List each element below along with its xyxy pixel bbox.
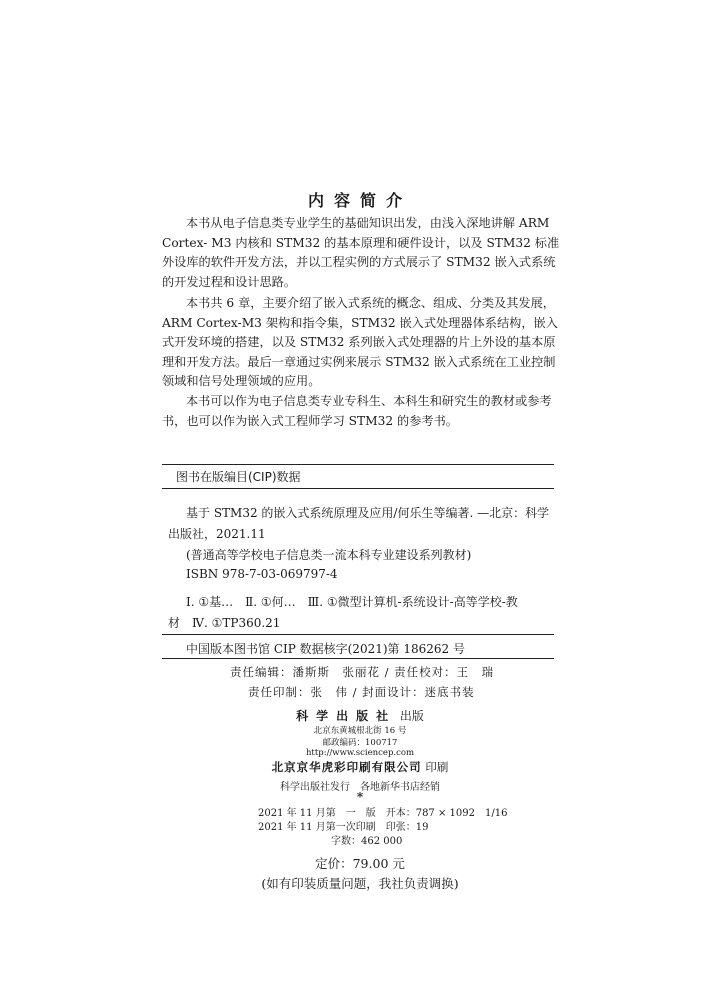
printer-line <box>0 759 720 775</box>
summary-paragraph-2: 本书共 6 章，主要介绍了嵌入式系统的概念、组成、分类及其发展，ARM Cortex-M3 架构和指令集，STM32 嵌入式处理器体系结构，嵌入式开发环境的搭建，以及 STM32 系列嵌入式处理器的片上外设的基本原理和开发方法。最后一章通过实例来展示 STM32 嵌入式系统在工业控制领域和信号处理领域的应用。 <box>162 296 558 389</box>
cip-bottom-rule <box>162 658 554 659</box>
printing-info: 2021 年 11 月第一次印刷 印张：19 <box>258 822 429 833</box>
cip-header-rule <box>162 488 554 489</box>
page-title: 内容简介 <box>307 191 412 210</box>
publisher-line <box>0 707 720 724</box>
cip-tracings-line2: 材 Ⅳ. ①TP360.21 <box>168 616 281 630</box>
distribution: 科学出版社发行 各地新华书店经销 <box>280 782 440 793</box>
cip-tracings-line1: Ⅰ. ①基… Ⅱ. ①何… Ⅲ. ①微型计算机-系统设计-高等学校-教 <box>186 595 518 609</box>
cip-middle-rule <box>162 634 554 635</box>
printing-credit: 责任印制：张 伟 / 封面设计：迷底书装 <box>248 685 475 699</box>
printer-suffix: 印刷 <box>425 760 449 774</box>
divider-asterisk: * <box>356 790 364 804</box>
printer-name: 北京京华虎彩印刷有限公司 <box>271 760 422 774</box>
price: 定价：79.00 元 <box>315 856 405 871</box>
cip-series: (普通高等学校电子信息类一流本科专业建设系列教材) <box>186 548 472 562</box>
publisher-url: http://www.sciencep.com <box>305 748 415 758</box>
cip-header: 图书在版编目(CIP)数据 <box>176 470 301 484</box>
quality-notice: (如有印装质量问题，我社负责调换) <box>261 876 459 891</box>
cip-isbn: ISBN 978-7-03-069797-4 <box>186 567 338 581</box>
publisher-postcode: 邮政编码：100717 <box>322 738 398 748</box>
cip-entry-line2: 出版社，2021.11 <box>168 527 266 541</box>
summary-paragraph-1: 本书从电子信息类专业学生的基础知识出发，由浅入深地讲解 ARM Cortex- M3 内核和 STM32 的基本原理和硬件设计，以及 STM32 标准外设库的软件开发方法，并以工程实例的方式展示了 STM32 嵌入式系统的开发过程和设计思路。 <box>162 216 560 289</box>
publisher-suffix: 出版 <box>399 709 424 723</box>
edition-info: 2021 年 11 月第 一 版 开本：787 × 1092 1/16 <box>258 808 508 819</box>
publisher-address: 北京东黄城根北街 16 号 <box>313 726 407 736</box>
word-count: 字数：462 000 <box>331 836 403 847</box>
editors-credit: 责任编辑：潘斯斯 张丽花 / 责任校对：王 瑞 <box>230 665 495 679</box>
cip-entry-line1: 基于 STM32 的嵌入式系统原理及应用/何乐生等编著. —北京：科学 <box>186 506 550 520</box>
publisher-name: 科学出版社 <box>296 709 397 723</box>
cip-record-number: 中国版本图书馆 CIP 数据核字(2021)第 186262 号 <box>186 642 465 656</box>
cip-top-rule <box>162 464 554 465</box>
summary-paragraph-3: 本书可以作为电子信息类专业专科生、本科生和研究生的教材或参考书，也可以作为嵌入式工程师学习 STM32 的参考书。 <box>162 394 552 428</box>
